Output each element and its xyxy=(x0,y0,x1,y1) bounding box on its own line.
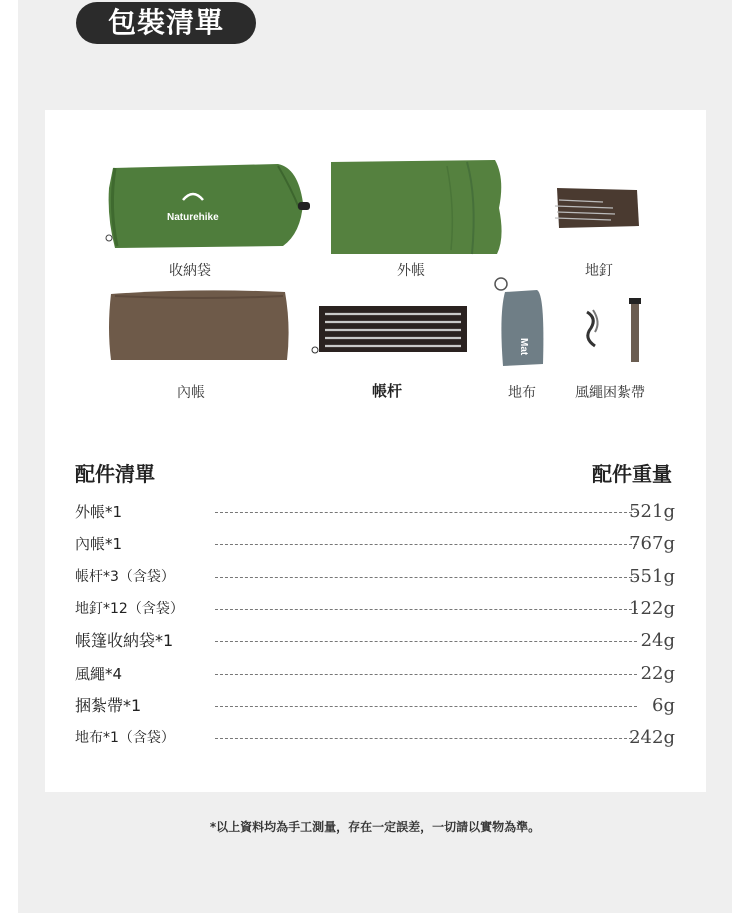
mat-image xyxy=(491,274,551,374)
item-name: 地釘*12（含袋） xyxy=(75,596,194,622)
outer-tent-label: 外帳 xyxy=(397,263,425,279)
stakes-label: 地釘 xyxy=(585,263,613,279)
item-weight: 24g xyxy=(640,630,675,651)
list-item xyxy=(75,499,675,525)
list-item xyxy=(75,725,675,751)
inner-tent-image xyxy=(105,288,291,364)
list-item xyxy=(75,596,675,622)
item-weight: 122g xyxy=(629,598,675,619)
dash-leader xyxy=(215,738,637,739)
accessory-weight-heading: 配件重量 xyxy=(592,462,672,486)
item-name: 地布*1（含袋） xyxy=(75,725,185,751)
ropes-strap-image xyxy=(577,296,647,366)
ropes-straps-label: 風繩困紮帶 xyxy=(575,385,645,401)
item-weight: 551g xyxy=(629,566,675,587)
item-weight: 6g xyxy=(652,695,675,716)
page-title: 包裝清單 xyxy=(107,6,224,39)
dash-leader xyxy=(215,641,637,642)
disclaimer-note: *以上資料均為手工測量，存在一定誤差，一切請以實物為準。 xyxy=(209,820,541,834)
dash-leader xyxy=(215,577,637,578)
item-weight: 767g xyxy=(629,533,675,554)
item-name: 內帳*1 xyxy=(75,531,132,557)
storage-bag-logo: Naturehike xyxy=(167,212,219,223)
content-card xyxy=(45,110,706,792)
item-weight: 242g xyxy=(629,727,675,748)
item-name: 捆紮帶*1 xyxy=(75,693,151,719)
outer-tent-image xyxy=(327,158,507,258)
poles-label: 帳杆 xyxy=(372,382,403,400)
item-name: 帳杆*3（含袋） xyxy=(75,564,185,590)
list-item xyxy=(75,564,675,590)
accessory-list-heading: 配件清單 xyxy=(75,462,155,486)
list-item xyxy=(75,693,675,719)
list-item xyxy=(75,661,675,687)
item-name: 帳篷收納袋*1 xyxy=(75,628,183,654)
stakes-image xyxy=(553,186,643,236)
poles-image xyxy=(311,302,471,356)
item-name: 外帳*1 xyxy=(75,499,132,525)
mat-print: Mat xyxy=(518,338,529,356)
inner-tent-label: 內帳 xyxy=(177,385,205,401)
dash-leader xyxy=(215,609,637,610)
page-title-badge xyxy=(76,2,256,44)
storage-bag-image xyxy=(103,158,313,253)
dash-leader xyxy=(215,706,637,707)
list-item xyxy=(75,628,675,654)
item-name: 風繩*4 xyxy=(75,661,132,687)
dash-leader xyxy=(215,544,637,545)
storage-bag-label: 收納袋 xyxy=(169,263,211,279)
dash-leader xyxy=(215,674,637,675)
mat-label: 地布 xyxy=(508,385,536,401)
list-item xyxy=(75,531,675,557)
item-weight: 22g xyxy=(640,663,675,684)
dash-leader xyxy=(215,512,637,513)
item-weight: 521g xyxy=(629,501,675,522)
